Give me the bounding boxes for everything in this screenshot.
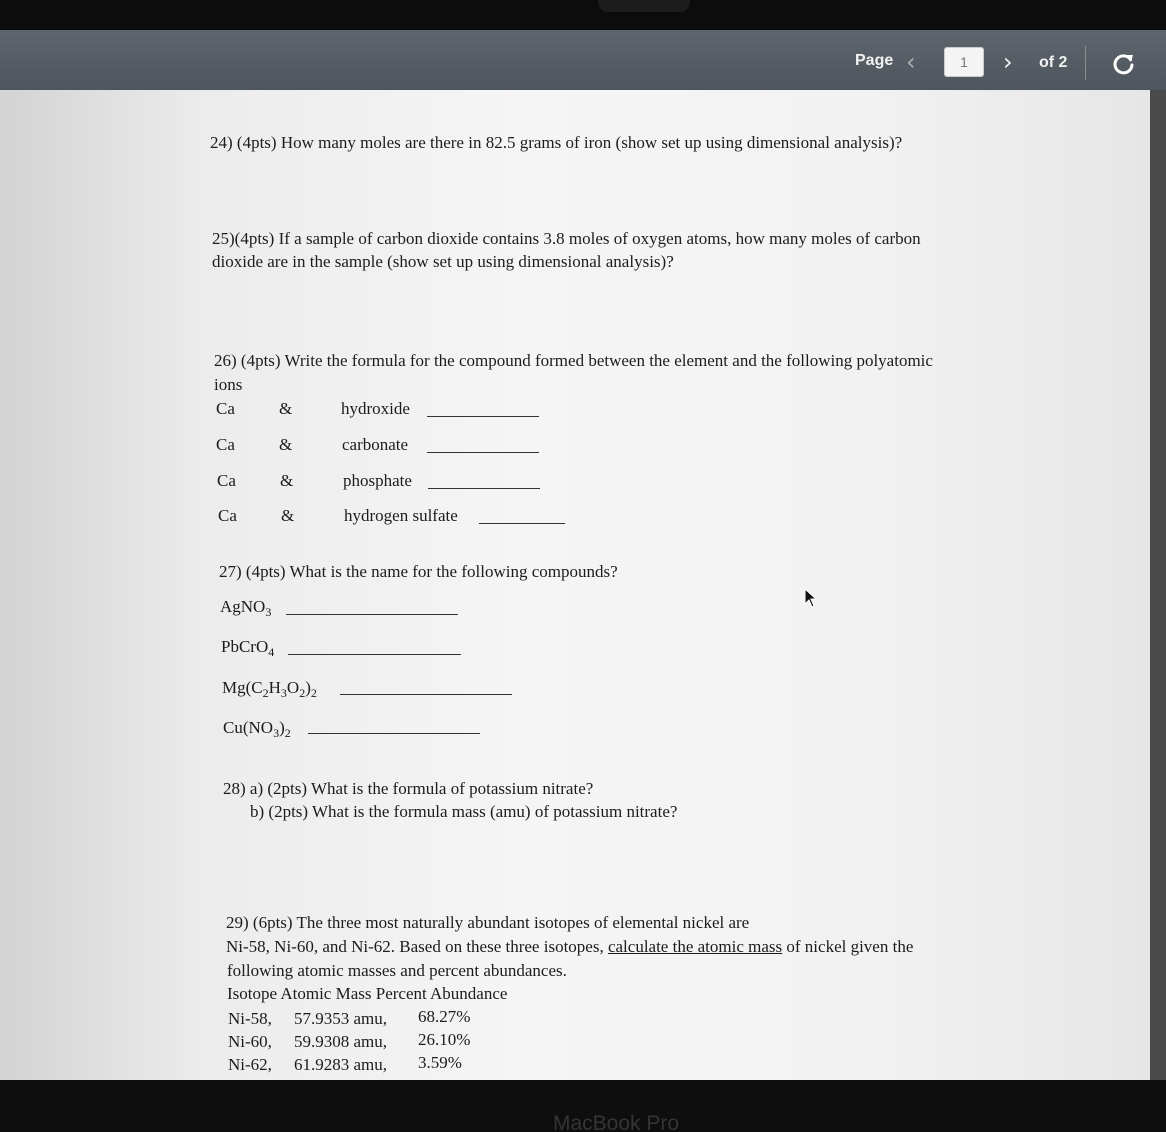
q26-ion: phosphate bbox=[343, 471, 412, 490]
chevron-left-icon[interactable]: ‹ bbox=[906, 48, 916, 76]
answer-blank[interactable] bbox=[427, 452, 539, 453]
compound-pbcro4: PbCrO$_4$ bbox=[221, 637, 275, 659]
screen bbox=[0, 30, 1166, 1080]
chevron-right-icon[interactable]: › bbox=[1003, 48, 1013, 76]
question-28-b: b) (2pts) What is the formula mass (amu) of potassium nitrate? bbox=[250, 802, 678, 821]
question-24: 24) (4pts) How many moles are there in 82.5 grams of iron (show set up using dimensional analysis)? bbox=[210, 133, 903, 152]
isotope-mass: 57.9353 amu, bbox=[294, 1009, 388, 1028]
laptop-bezel-top bbox=[0, 0, 1166, 32]
page-count-label: of 2 bbox=[1039, 54, 1068, 71]
q26-ampersand: & bbox=[279, 399, 293, 418]
q26-ion: carbonate bbox=[342, 435, 409, 454]
laptop-brand-label: MacBook Pro bbox=[553, 1112, 680, 1132]
compound-agno3: AgNO$_3$ bbox=[220, 597, 272, 619]
scrollbar[interactable] bbox=[1150, 90, 1166, 1080]
q26-element: Ca bbox=[217, 471, 236, 490]
q26-element: Ca bbox=[218, 506, 237, 525]
isotope-abundance: 68.27% bbox=[418, 1007, 471, 1026]
refresh-icon[interactable] bbox=[1110, 50, 1138, 78]
isotope-mass: 59.9308 amu, bbox=[294, 1032, 388, 1051]
q26-element: Ca bbox=[216, 399, 235, 418]
isotope-abundance: 3.59% bbox=[418, 1053, 462, 1072]
page-label: Page bbox=[855, 52, 894, 69]
isotope-mass: 61.9283 amu, bbox=[294, 1055, 388, 1074]
compound-cu-nitrate: $Cu(NO_3)_2$ bbox=[223, 718, 291, 740]
isotope-name: Ni-60, bbox=[228, 1032, 272, 1051]
question-29-line-1: 29) (6pts) The three most naturally abundant isotopes of elemental nickel are bbox=[226, 913, 750, 932]
answer-blank[interactable] bbox=[286, 614, 458, 615]
pdf-toolbar bbox=[0, 30, 1166, 90]
question-27: 27) (4pts) What is the name for the following compounds? bbox=[219, 562, 618, 581]
isotope-table-header: Isotope Atomic Mass Percent Abundance bbox=[227, 984, 508, 1003]
q26-ion: hydrogen sulfate bbox=[344, 506, 458, 525]
question-25-line-1: 25)(4pts) If a sample of carbon dioxide contains 3.8 moles of oxygen atoms, how many moles of carbon bbox=[212, 229, 921, 248]
page-number-input[interactable] bbox=[944, 47, 984, 77]
question-26-line-2: ions bbox=[214, 375, 243, 394]
underlined-phrase: calculate the atomic mass bbox=[607, 937, 783, 956]
toolbar-divider bbox=[1085, 46, 1086, 80]
question-26-line-1: 26) (4pts) Write the formula for the compound formed between the element and the following polyatomic bbox=[214, 351, 933, 370]
mouse-pointer-icon bbox=[804, 588, 818, 608]
isotope-name: Ni-58, bbox=[228, 1009, 272, 1028]
camera-notch bbox=[598, 0, 690, 12]
q26-element: Ca bbox=[216, 435, 235, 454]
question-25-line-2: dioxide are in the sample (show set up using dimensional analysis)? bbox=[212, 252, 674, 271]
q26-ampersand: & bbox=[280, 471, 294, 490]
document-page bbox=[0, 90, 1150, 1080]
question-28-a: 28) a) (2pts) What is the formula of potassium nitrate? bbox=[223, 779, 594, 798]
answer-blank[interactable] bbox=[479, 523, 565, 524]
q26-ampersand: & bbox=[279, 435, 293, 454]
question-29-line-3: following atomic masses and percent abundances. bbox=[227, 961, 567, 980]
isotope-name: Ni-62, bbox=[228, 1055, 272, 1074]
question-29-line-2: Ni-58, Ni-60, and Ni-62. Based on these three isotopes, calculate the atomic mass of nickel given the bbox=[226, 937, 914, 956]
q26-ion: hydroxide bbox=[341, 399, 410, 418]
answer-blank[interactable] bbox=[340, 694, 512, 695]
q26-ampersand: & bbox=[281, 506, 295, 525]
isotope-abundance: 26.10% bbox=[418, 1030, 471, 1049]
answer-blank[interactable] bbox=[308, 733, 480, 734]
answer-blank[interactable] bbox=[288, 654, 461, 655]
compound-mg-acetate: $Mg(C_2H_3O_2)_2$ bbox=[222, 678, 317, 700]
answer-blank[interactable] bbox=[427, 416, 539, 417]
answer-blank[interactable] bbox=[428, 488, 540, 489]
